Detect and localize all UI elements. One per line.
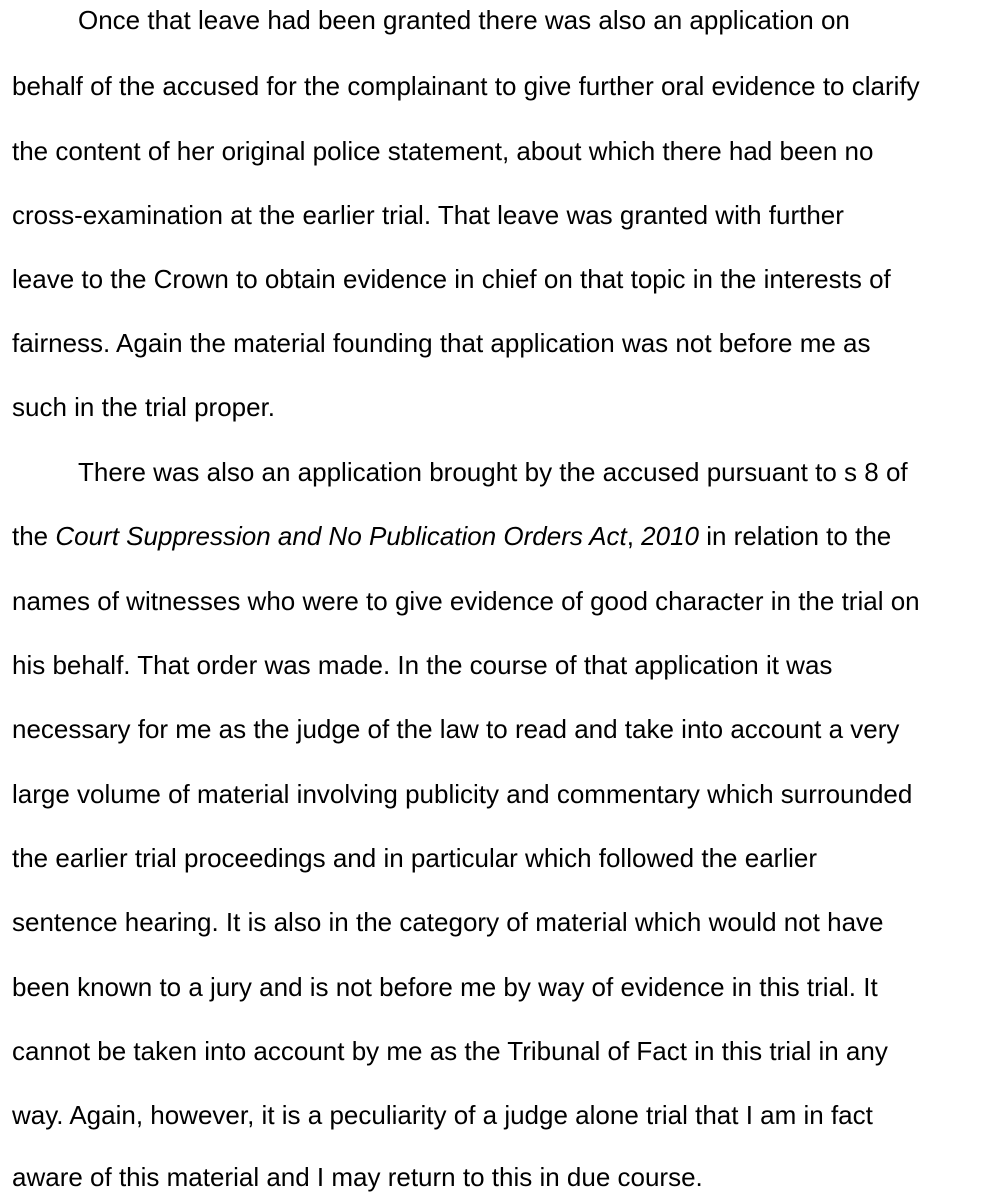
paragraph-1-line-2: behalf of the accused for the complainant to give further oral evidence to clarify: [12, 71, 920, 101]
line-text-comma: ,: [626, 521, 642, 551]
act-year-italic: 2010: [641, 521, 699, 551]
paragraph-2-line-4: his behalf. That order was made. In the course of that application it was: [12, 650, 833, 680]
paragraph-1-line-3: the content of her original police statement, about which there had been no: [12, 136, 874, 166]
paragraph-2-line-8: sentence hearing. It is also in the category of material which would not have: [12, 907, 884, 937]
paragraph-2-line-10: cannot be taken into account by me as the Tribunal of Fact in this trial in any: [12, 1036, 888, 1066]
paragraph-1-line-6: fairness. Again the material founding that application was not before me as: [12, 328, 871, 358]
paragraph-2-line-9: been known to a jury and is not before me by way of evidence in this trial. It: [12, 972, 878, 1002]
paragraph-1-line-5: leave to the Crown to obtain evidence in chief on that topic in the interests of: [12, 264, 891, 294]
line-text-after: in relation to the: [699, 521, 892, 551]
paragraph-1-line-1: Once that leave had been granted there was also an application on: [78, 5, 850, 35]
line-text-before: the: [12, 521, 56, 551]
paragraph-2-line-1: There was also an application brought by the accused pursuant to s 8 of: [78, 457, 908, 487]
paragraph-2-line-3: names of witnesses who were to give evidence of good character in the trial on: [12, 586, 920, 616]
paragraph-1-line-4: cross-examination at the earlier trial. That leave was granted with further: [12, 200, 844, 230]
paragraph-2-line-2: [12, 521, 891, 551]
paragraph-2-line-7: the earlier trial proceedings and in particular which followed the earlier: [12, 843, 817, 873]
paragraph-2-line-5: necessary for me as the judge of the law to read and take into account a very: [12, 714, 900, 744]
paragraph-2-line-11: way. Again, however, it is a peculiarity of a judge alone trial that I am in fact: [12, 1100, 873, 1130]
paragraph-2-line-12: aware of this material and I may return to this in due course.: [12, 1162, 703, 1192]
paragraph-1-line-7: such in the trial proper.: [12, 392, 276, 422]
act-title-italic: Court Suppression and No Publication Orders Act: [55, 521, 627, 551]
paragraph-2-line-6: large volume of material involving publicity and commentary which surrounded: [12, 779, 913, 809]
